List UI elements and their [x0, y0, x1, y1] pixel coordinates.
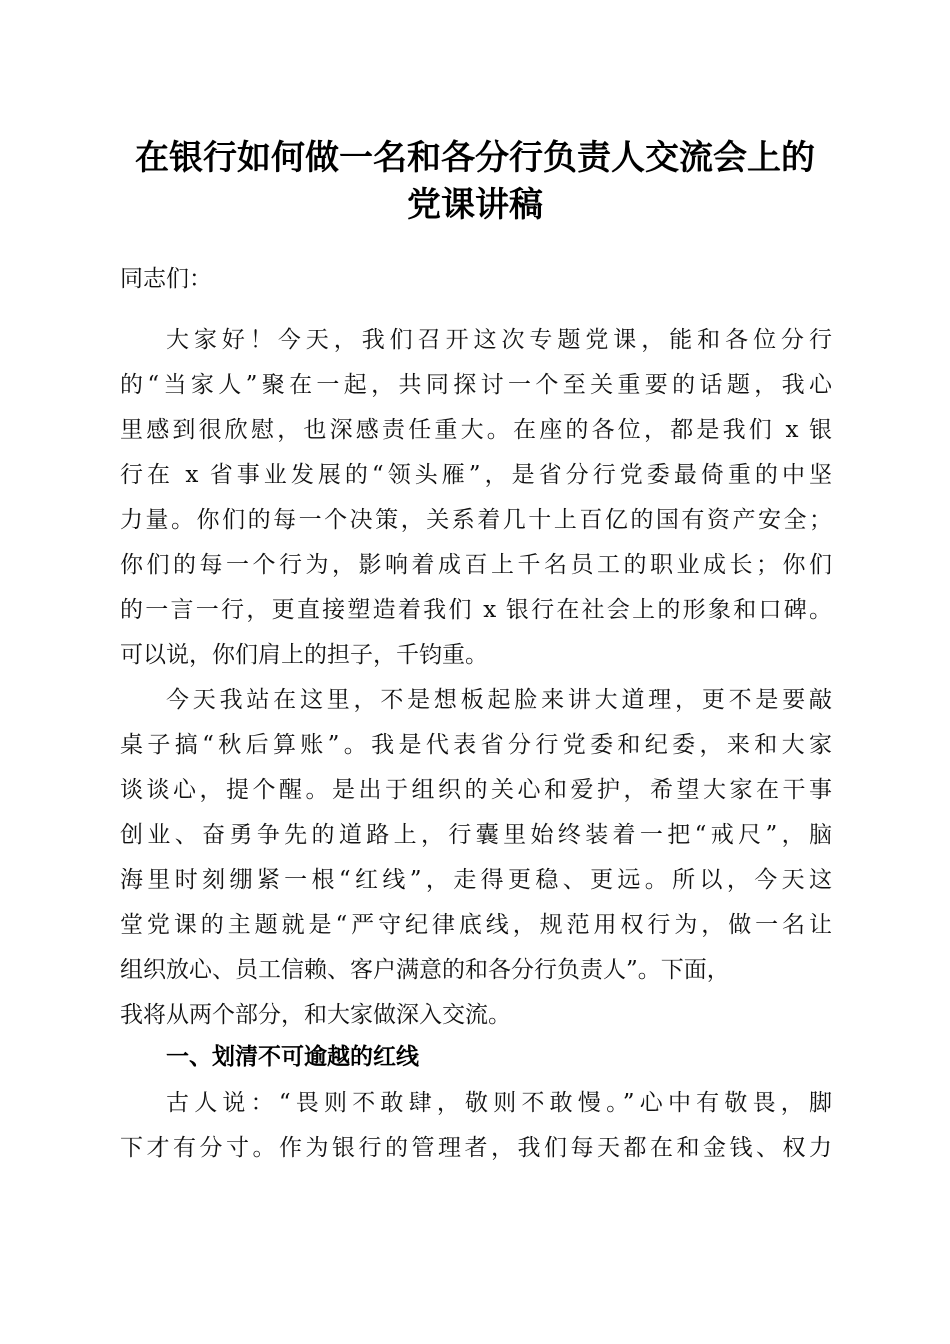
paragraph-line: 谈谈心，提个醒。是出于组织的关心和爱护，希望大家在干事	[120, 777, 832, 803]
paragraph-line: 桌子搞“秋后算账”。我是代表省分行党委和纪委，来和大家	[120, 732, 832, 758]
paragraph-line: 我将从两个部分，和大家做深入交流。	[120, 1002, 511, 1028]
paragraph-line: 里感到很欣慰，也深感责任重大。在座的各位，都是我们 x 银	[120, 417, 832, 443]
paragraph-line: 海里时刻绷紧一根“红线”，走得更稳、更远。所以，今天这	[120, 867, 832, 893]
paragraph-line: 可以说，你们肩上的担子，千钧重。	[120, 642, 488, 668]
paragraph-line: 行在 x 省事业发展的“领头雁”，是省分行党委最倚重的中坚	[120, 462, 832, 488]
paragraph-line: 力量。你们的每一个决策，关系着几十上百亿的国有资产安全；	[120, 507, 832, 533]
document-title-line-2: 党课讲稿	[407, 185, 543, 225]
section-heading-1: 一、划清不可逾越的红线	[166, 1044, 419, 1070]
paragraph-line: 今天我站在这里，不是想板起脸来讲大道理，更不是要敲	[166, 687, 832, 713]
document-title-line-1: 在银行如何做一名和各分行负责人交流会上的	[135, 138, 815, 178]
paragraph-1	[120, 318, 832, 678]
paragraph-line: 堂党课的主题就是“严守纪律底线，规范用权行为，做一名让	[120, 912, 832, 938]
paragraph-line: 古人说：“畏则不敢肆，敬则不敢慢。”心中有敬畏，脚	[166, 1090, 832, 1116]
paragraph-line: 你们的每一个行为，影响着成百上千名员工的职业成长；你们	[120, 552, 832, 578]
paragraph-2	[120, 678, 832, 1038]
paragraph-3	[120, 1081, 832, 1171]
salutation	[120, 257, 832, 302]
paragraph-line: 的一言一行，更直接塑造着我们 x 银行在社会上的形象和口碑。	[120, 597, 832, 623]
paragraph-line: 下才有分寸。作为银行的管理者，我们每天都在和金钱、权力	[120, 1135, 832, 1161]
paragraph-line: 大家好！今天，我们召开这次专题党课，能和各位分行	[166, 327, 832, 353]
salutation-text: 同志们：	[120, 266, 212, 292]
paragraph-line: 的“当家人”聚在一起，共同探讨一个至关重要的话题，我心	[120, 372, 832, 398]
paragraph-line: 组织放心、员工信赖、客户满意的和各分行负责人”。下面，	[120, 957, 730, 983]
paragraph-line: 创业、奋勇争先的道路上，行囊里始终装着一把“戒尺”，脑	[120, 822, 832, 848]
